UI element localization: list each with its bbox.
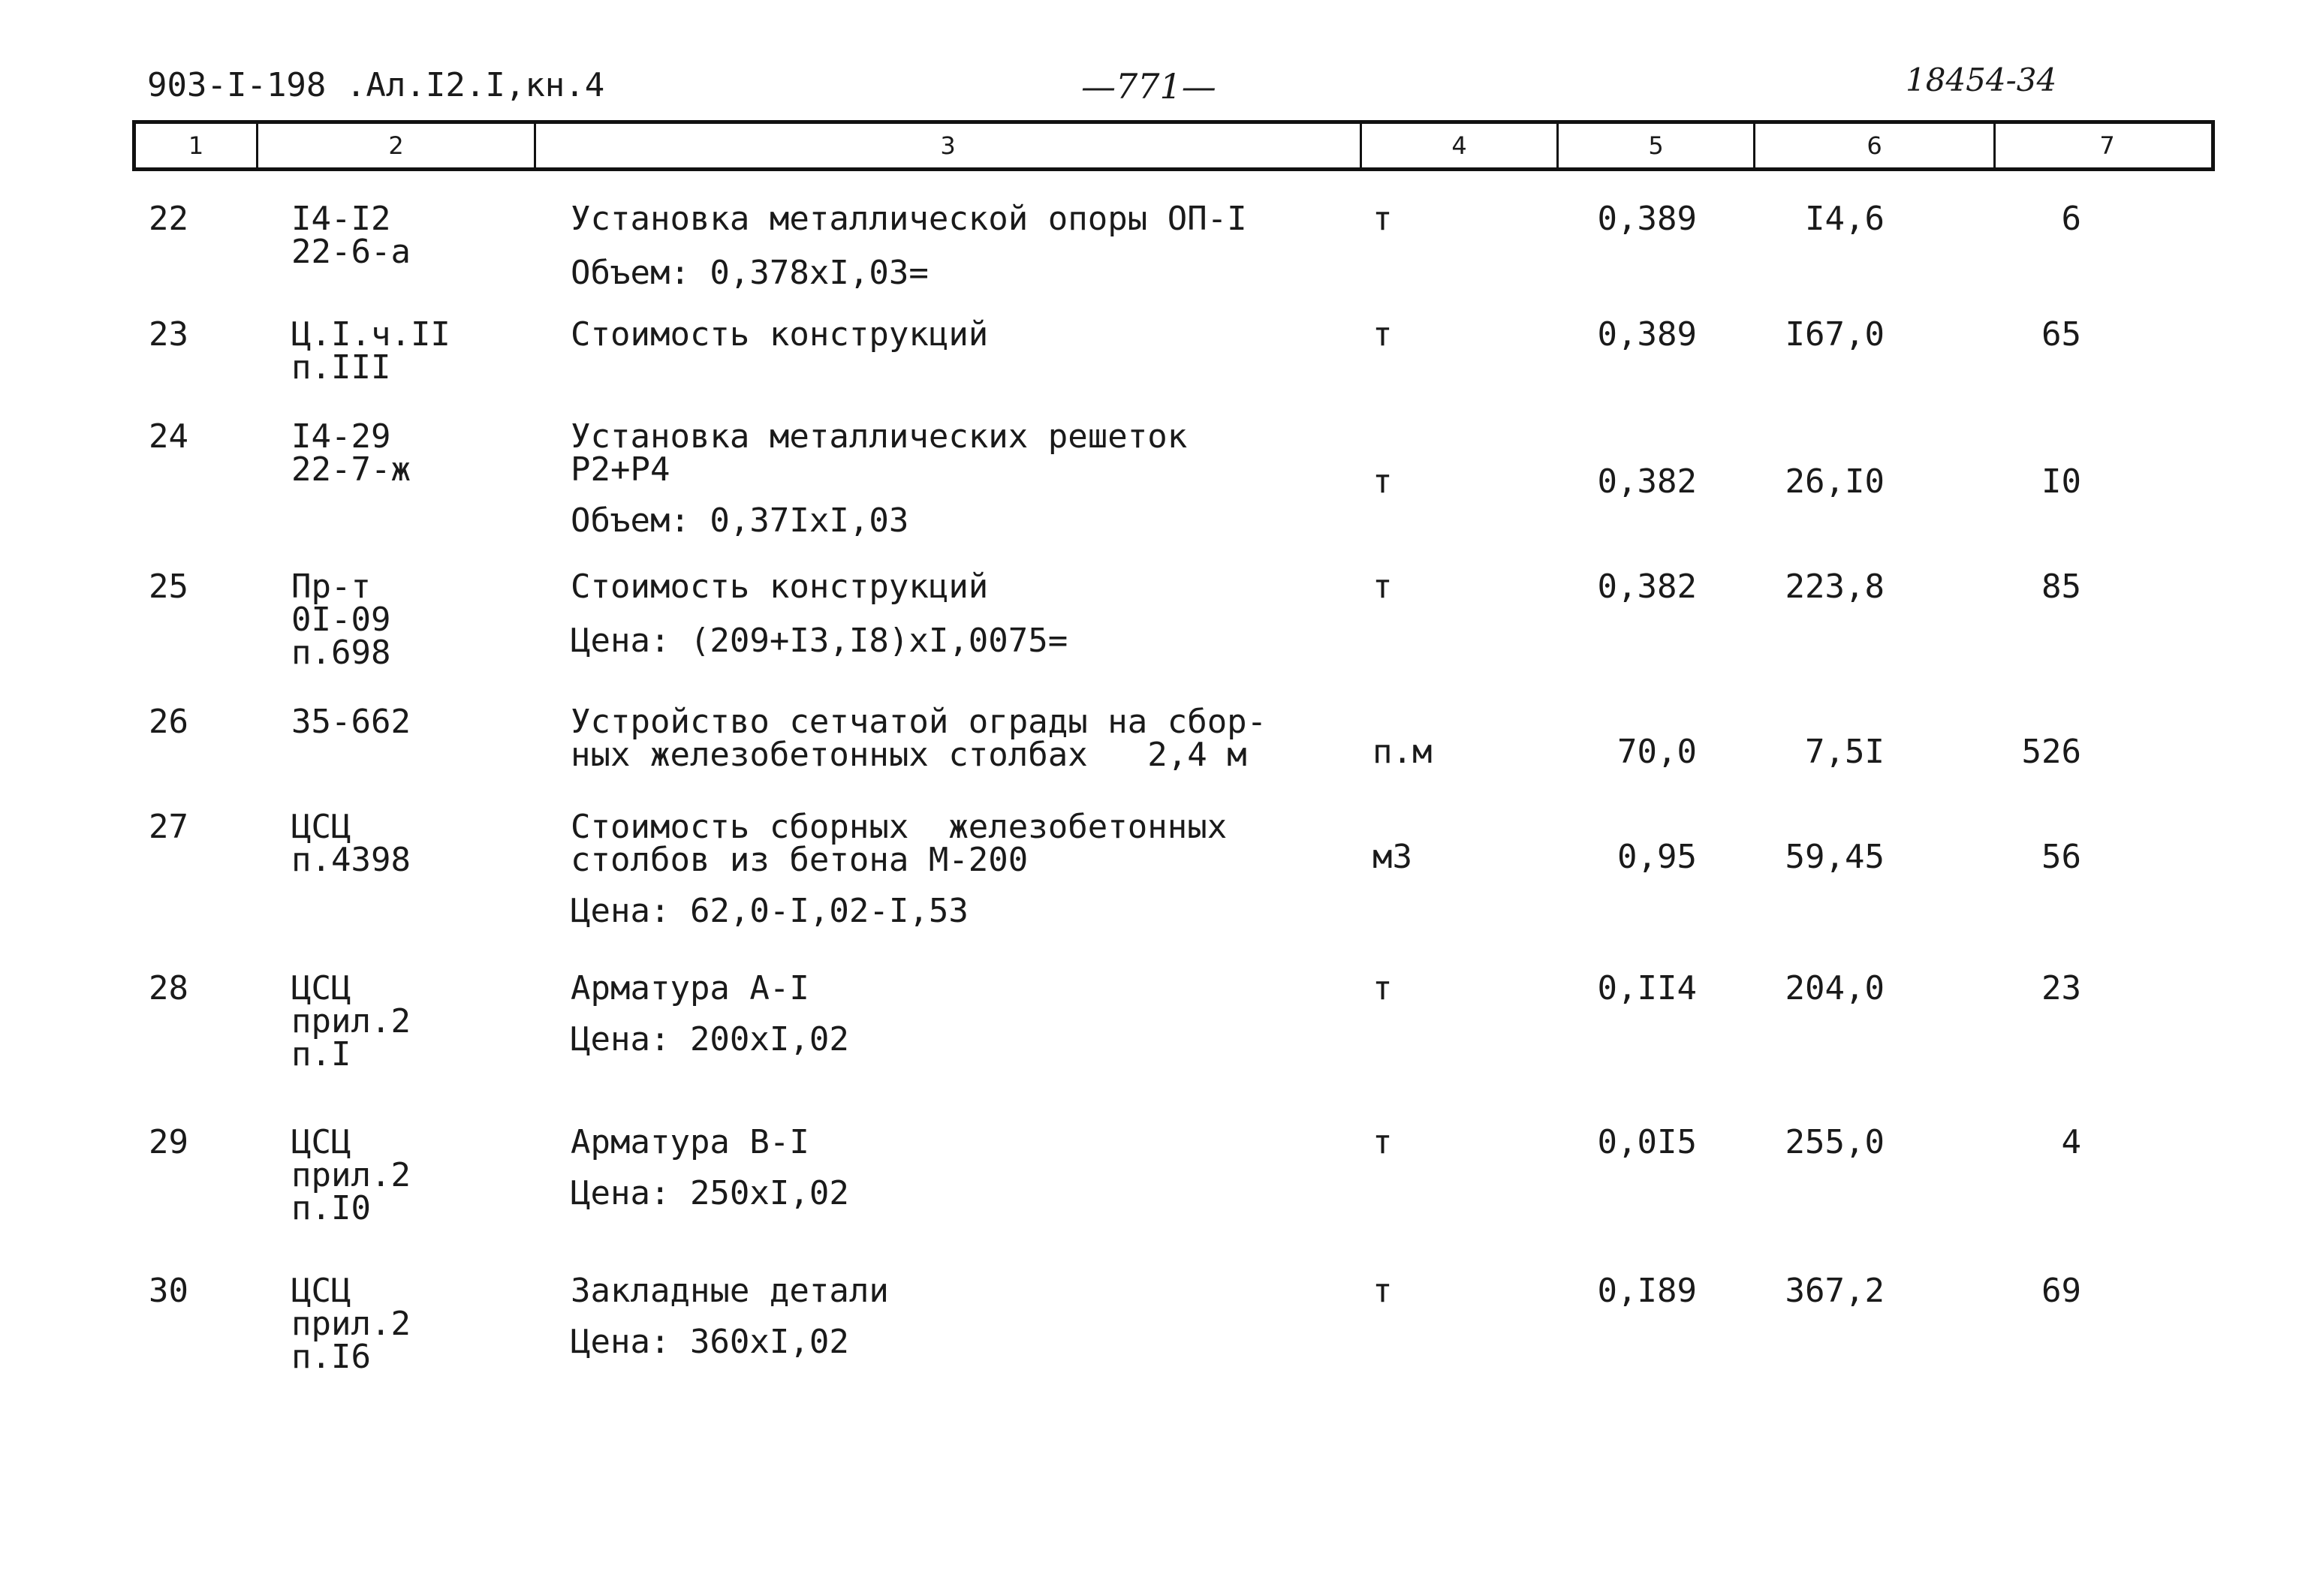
row-unit: т: [1372, 568, 1393, 606]
row-code-line: п.I0: [291, 1189, 371, 1227]
row-code-line: 22-6-a: [291, 233, 411, 271]
row-code-line: прил.2: [291, 1156, 411, 1194]
row-unit-price: 59,45: [1785, 838, 1885, 876]
row-code-line: прил.2: [291, 1002, 411, 1040]
row-code-line: Ц.I.ч.II: [291, 315, 450, 354]
row-code-line: ЦСЦ: [291, 1123, 351, 1161]
row-note: Цена: 360хI,02: [571, 1323, 849, 1361]
row-unit-price: 204,0: [1785, 969, 1885, 1007]
row-total: 69: [2041, 1272, 2081, 1310]
row-code-line: 35-662: [291, 703, 411, 741]
row-description-line: Арматура А-I: [571, 969, 809, 1007]
row-total: 526: [2021, 733, 2081, 771]
row-code-line: п.4398: [291, 841, 411, 879]
row-description-line: Р2+Р4: [571, 450, 670, 489]
row-unit-price: 367,2: [1785, 1272, 1885, 1310]
page-number: —771—: [1081, 66, 1216, 107]
column-header-1: 1: [188, 131, 204, 160]
row-code-line: п.I: [291, 1035, 351, 1074]
row-number: 25: [149, 568, 188, 606]
row-total: I0: [2041, 462, 2081, 501]
row-note: Цена: 200хI,02: [571, 1020, 849, 1058]
row-unit-price: I4,6: [1805, 200, 1885, 238]
row-note: Объем: 0,37IхI,03: [571, 501, 909, 540]
row-total: 23: [2041, 969, 2081, 1007]
row-description-line: столбов из бетона М-200: [571, 841, 1029, 879]
row-total: 6: [2061, 200, 2081, 238]
row-quantity: 0,389: [1597, 315, 1697, 354]
row-number: 23: [149, 315, 188, 354]
row-unit: п.м: [1372, 733, 1433, 771]
row-description-line: Стоимость конструкций: [571, 315, 989, 354]
row-code-line: п.I6: [291, 1338, 371, 1376]
row-total: 65: [2041, 315, 2081, 354]
column-header-3: 3: [534, 124, 1360, 167]
row-note: Объем: 0,378хI,03=: [571, 254, 929, 292]
row-unit-price: 223,8: [1785, 568, 1885, 606]
column-header-5: 5: [1556, 124, 1753, 167]
row-description-line: Закладные детали: [571, 1272, 889, 1310]
sheet-reference: 18454-34: [1906, 62, 2057, 98]
row-description-line: Устройство сетчатой ограды на сбор-: [571, 703, 1267, 741]
row-unit: т: [1372, 969, 1393, 1007]
row-number: 29: [149, 1123, 188, 1161]
row-description-line: Установка металлических решеток: [571, 417, 1188, 456]
row-description-line: Установка металлической опоры ОП-I: [571, 200, 1247, 238]
row-quantity: 0,382: [1597, 568, 1697, 606]
row-unit: т: [1372, 462, 1393, 501]
row-description-line: Стоимость конструкций: [571, 568, 989, 606]
row-unit: т: [1372, 200, 1393, 238]
row-number: 22: [149, 200, 188, 238]
row-unit-price: I67,0: [1785, 315, 1885, 354]
row-quantity: 70,0: [1617, 733, 1697, 771]
row-code-line: 22-7-ж: [291, 450, 411, 489]
row-number: 24: [149, 417, 188, 456]
document-code: 903-I-198 .Ал.I2.I,кн.4: [147, 66, 605, 104]
row-code-line: I4-I2: [291, 200, 391, 238]
row-number: 26: [149, 703, 188, 741]
row-note: Цена: 62,0-I,02-I,53: [571, 892, 969, 930]
row-number: 30: [149, 1272, 188, 1310]
row-code-line: ЦСЦ: [291, 969, 351, 1007]
row-code-line: I4-29: [291, 417, 391, 456]
column-header-6: 6: [1753, 124, 1993, 167]
column-header-row: [132, 120, 2215, 171]
row-note: Цена: (209+I3,I8)хI,0075=: [571, 622, 1068, 660]
row-quantity: 0,389: [1597, 200, 1697, 238]
row-description-line: Стоимость сборных железобетонных: [571, 808, 1228, 846]
row-unit: т: [1372, 1123, 1393, 1161]
row-unit-price: 7,5I: [1805, 733, 1885, 771]
column-header-4: 4: [1360, 124, 1556, 167]
row-code-line: ЦСЦ: [291, 1272, 351, 1310]
row-unit: м3: [1372, 838, 1412, 876]
row-total: 85: [2041, 568, 2081, 606]
column-header-7: 7: [1993, 124, 2219, 167]
row-number: 28: [149, 969, 188, 1007]
row-total: 56: [2041, 838, 2081, 876]
row-quantity: 0,95: [1617, 838, 1697, 876]
row-unit: т: [1372, 315, 1393, 354]
row-code-line: п.III: [291, 348, 391, 387]
row-code-line: п.698: [291, 634, 391, 672]
row-total: 4: [2061, 1123, 2081, 1161]
row-quantity: 0,0I5: [1597, 1123, 1697, 1161]
row-unit-price: 255,0: [1785, 1123, 1885, 1161]
row-unit-price: 26,I0: [1785, 462, 1885, 501]
row-quantity: 0,I89: [1597, 1272, 1697, 1310]
row-note: Цена: 250хI,02: [571, 1174, 849, 1212]
row-code-line: 0I-09: [291, 601, 391, 639]
row-code-line: Пр-т: [291, 568, 371, 606]
row-description-line: ных железобетонных столбах 2,4 м: [571, 736, 1247, 774]
row-description-line: Арматура В-I: [571, 1123, 809, 1161]
row-code-line: ЦСЦ: [291, 808, 351, 846]
row-quantity: 0,II4: [1597, 969, 1697, 1007]
row-unit: т: [1372, 1272, 1393, 1310]
row-code-line: прил.2: [291, 1305, 411, 1343]
row-quantity: 0,382: [1597, 462, 1697, 501]
column-header-2: 2: [256, 124, 534, 167]
row-number: 27: [149, 808, 188, 846]
